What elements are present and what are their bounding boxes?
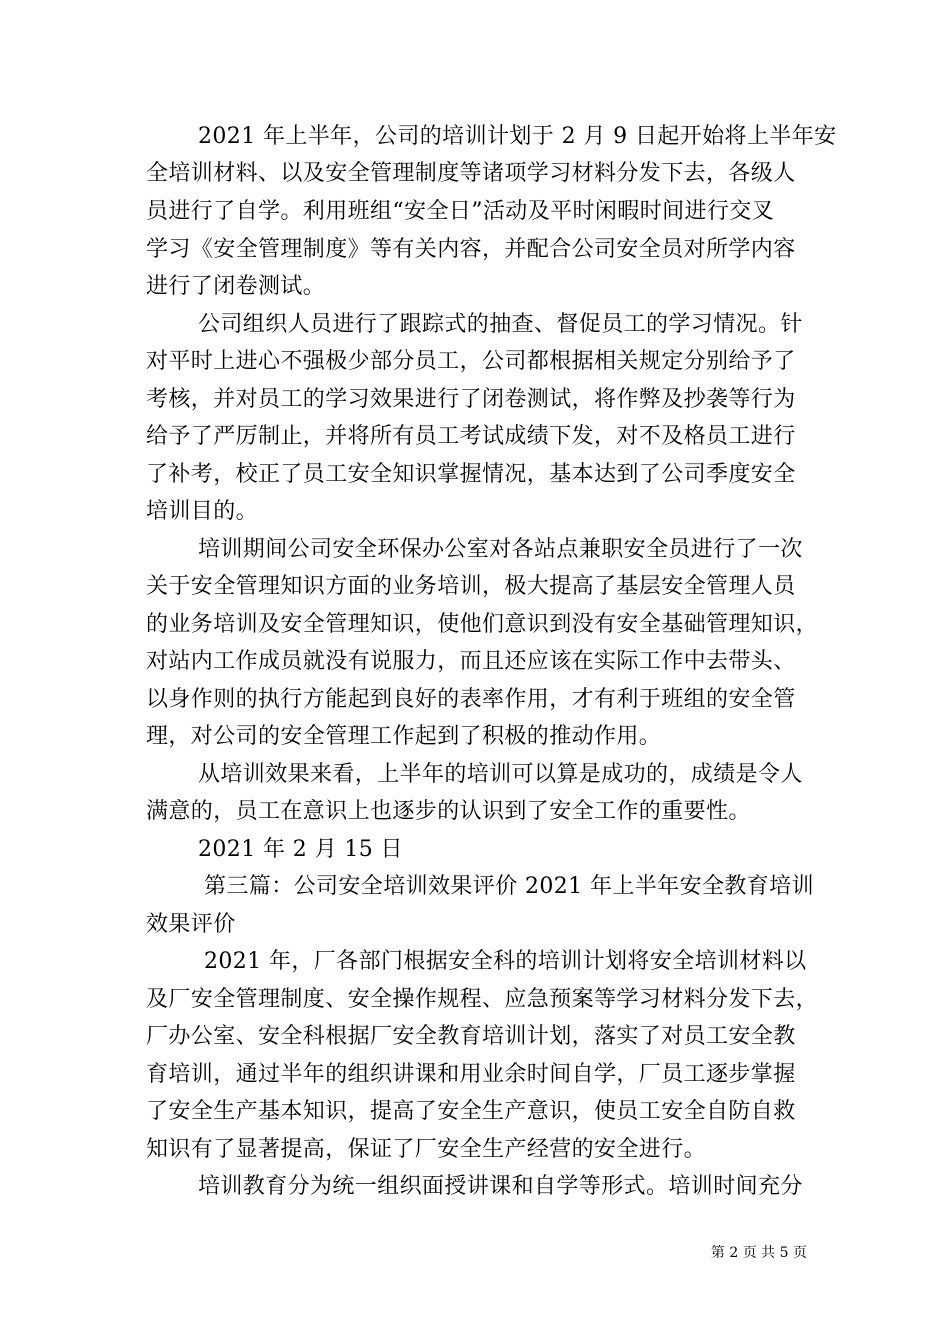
page-number: 第 2 页 共 5 页 (710, 1245, 807, 1261)
paragraph-line: 从培训效果来看，上半年的培训可以算是成功的，成绩是令人 (198, 762, 803, 787)
paragraph-line: 育培训，通过半年的组织讲课和用业余时间自学，厂员工逐步掌握 (146, 1062, 796, 1087)
paragraph-line: 对平时上进心不强极少部分员工，公司都根据相关规定分别给予了 (146, 349, 796, 374)
paragraph-line: 培训期间公司安全环保办公室对各站点兼职安全员进行了一次 (198, 537, 803, 562)
paragraph-line: 对站内工作成员就没有说服力，而且还应该在实际工作中去带头、 (146, 649, 796, 674)
paragraph-line: 进行了闭卷测试。 (146, 274, 326, 299)
paragraph-line: 学习《安全管理制度》等有关内容，并配合公司安全员对所学内容 (146, 237, 796, 262)
paragraph-line: 公司组织人员进行了跟踪式的抽查、督促员工的学习情况。针 (198, 312, 803, 337)
paragraph-line: 全培训材料、以及安全管理制度等诸项学习材料分发下去，各级人 (146, 161, 796, 186)
paragraph-line: 关于安全管理知识方面的业务培训，极大提高了基层安全管理人员 (146, 574, 796, 599)
section-heading: 第三篇：公司安全培训效果评价 2021 年上半年安全教育培训 (204, 874, 814, 899)
paragraph-line: 了安全生产基本知识，提高了安全生产意识，使员工安全自防自救 (146, 1099, 796, 1124)
paragraph-line: 知识有了显著提高，保证了厂安全生产经营的安全进行。 (146, 1137, 707, 1162)
paragraph-line: 及厂安全管理制度、安全操作规程、应急预案等学习材料分发下去， (146, 987, 819, 1012)
paragraph-line: 理，对公司的安全管理工作起到了积极的推动作用。 (146, 724, 662, 749)
paragraph-line: 的业务培训及安全管理知识，使他们意识到没有安全基础管理知识， (146, 612, 819, 637)
paragraph-line: 员进行了自学。利用班组“安全日”活动及平时闲暇时间进行交叉 (146, 199, 775, 224)
paragraph-line: 2021 年上半年，公司的培训计划于 2 月 9 日起开始将上半年安 (198, 124, 837, 149)
paragraph-line: 以身作则的执行方能起到良好的表率作用，才有利于班组的安全管 (146, 687, 796, 712)
paragraph-line: 厂办公室、安全科根据厂安全教育培训计划，落实了对员工安全教 (146, 1024, 796, 1049)
section-heading: 效果评价 (146, 912, 236, 937)
paragraph-line: 给予了严厉制止，并将所有员工考试成绩下发，对不及格员工进行 (146, 424, 796, 449)
paragraph-line: 培训目的。 (146, 499, 259, 524)
paragraph-line: 2021 年，厂各部门根据安全科的培训计划将安全培训材料以 (204, 949, 807, 974)
paragraph-line: 了补考，校正了员工安全知识掌握情况，基本达到了公司季度安全 (146, 462, 796, 487)
paragraph-line: 培训教育分为统一组织面授讲课和自学等形式。培训时间充分 (198, 1174, 803, 1199)
paragraph-line: 考核，并对员工的学习效果进行了闭卷测试，将作弊及抄袭等行为 (146, 387, 796, 412)
date-line: 2021 年 2 月 15 日 (198, 837, 403, 862)
paragraph-line: 满意的，员工在意识上也逐步的认识到了安全工作的重要性。 (146, 799, 751, 824)
